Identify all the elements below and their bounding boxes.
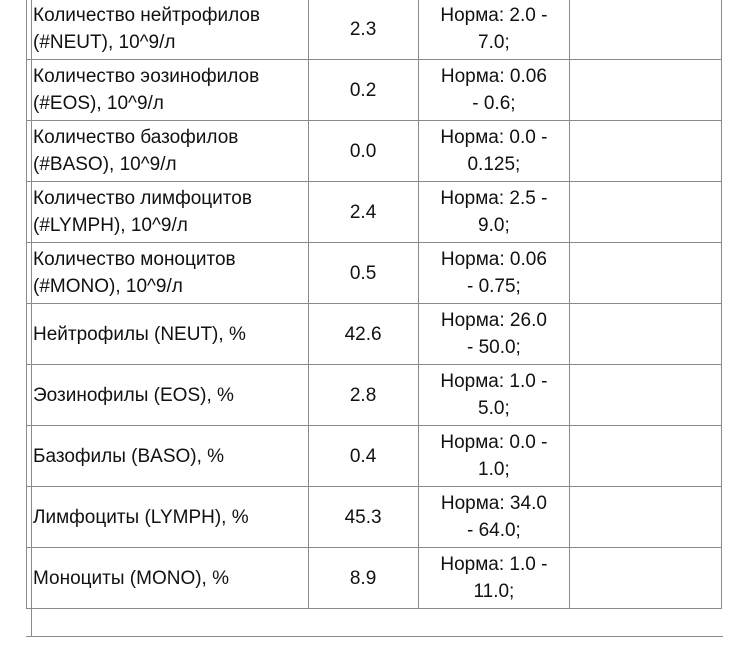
reference-range-line1: Норма: 26.0: [440, 310, 547, 331]
note-cell: [570, 182, 722, 243]
parameter-name-line1: Лимфоциты (LYMPH), %: [33, 506, 249, 528]
reference-range-line1: Норма: 2.5 -: [440, 188, 548, 209]
reference-range-line2: - 50.0;: [466, 337, 521, 358]
reference-range-cell: [419, 304, 571, 365]
reference-range-cell: [419, 365, 571, 426]
result-value: 0.5: [349, 262, 377, 284]
reference-range-line2: 9.0;: [478, 215, 510, 236]
reference-range-cell: [419, 0, 571, 60]
result-value: 0.2: [349, 79, 377, 101]
reference-range-cell: [419, 182, 571, 243]
table-row: [27, 426, 722, 487]
note-cell: [570, 426, 722, 487]
parameter-name-line1: Эозинофилы (EOS), %: [33, 384, 234, 406]
reference-range-line1: Норма: 2.0 -: [440, 5, 548, 26]
parameter-name-cell: [27, 426, 309, 487]
parameter-name-line1: Моноциты (MONO), %: [33, 567, 230, 589]
result-value: 45.3: [344, 506, 382, 528]
parameter-name-line2: (#LYMPH), 10^9/л: [33, 215, 188, 236]
note-cell: [570, 121, 722, 182]
parameter-name-line1: Количество базофилов: [33, 127, 239, 148]
result-value-cell: [309, 60, 419, 121]
result-value: 0.4: [349, 445, 377, 467]
result-value: 8.9: [349, 567, 377, 589]
reference-range-cell: [419, 60, 571, 121]
note-cell: [570, 548, 722, 609]
parameter-name-line1: Количество эозинофилов: [33, 66, 260, 87]
reference-range-cell: [419, 548, 571, 609]
table-row: [27, 548, 722, 609]
results-table-body: [27, 0, 722, 609]
result-value-cell: [309, 304, 419, 365]
table-row: [27, 182, 722, 243]
parameter-name-cell: [27, 182, 309, 243]
result-value-cell: [309, 548, 419, 609]
reference-range-line1: Норма: 0.0 -: [440, 432, 548, 453]
reference-range-line2: 1.0;: [478, 459, 510, 480]
reference-range-cell: [419, 487, 571, 548]
result-value: 2.3: [349, 18, 377, 40]
note-cell: [570, 60, 722, 121]
reference-range-line2: 0.125;: [467, 154, 521, 175]
parameter-name-line1: Базофилы (BASO), %: [33, 445, 225, 467]
reference-range-line1: Норма: 1.0 -: [440, 554, 548, 575]
table-row: [27, 121, 722, 182]
table-row: [27, 365, 722, 426]
reference-range-line1: Норма: 1.0 -: [440, 371, 548, 392]
reference-range-line1: Норма: 0.06: [440, 66, 547, 87]
reference-range-cell: [419, 121, 571, 182]
result-value-cell: [309, 487, 419, 548]
parameter-name-line2: (#MONO), 10^9/л: [33, 276, 183, 297]
result-value-cell: [309, 243, 419, 304]
parameter-name-line1: Количество лимфоцитов: [33, 188, 252, 209]
parameter-name-line2: (#BASO), 10^9/л: [33, 154, 177, 175]
table-row: [27, 60, 722, 121]
parameter-name-cell: [27, 60, 309, 121]
reference-range-line1: Норма: 0.06: [440, 249, 547, 270]
reference-range-line2: 7.0;: [478, 32, 510, 53]
reference-range-line2: - 0.75;: [466, 276, 521, 297]
note-cell: [570, 0, 722, 60]
note-cell: [570, 365, 722, 426]
parameter-name-cell: [27, 365, 309, 426]
table-row: [27, 0, 722, 60]
result-value-cell: [309, 426, 419, 487]
results-table: [26, 0, 722, 609]
parameter-name-cell: [27, 0, 309, 60]
table-bottom-border: [26, 636, 723, 637]
parameter-name-cell: [27, 304, 309, 365]
reference-range-line2: - 0.6;: [472, 93, 516, 114]
parameter-name-line1: Количество моноцитов: [33, 249, 236, 270]
table-row: [27, 304, 722, 365]
note-cell: [570, 304, 722, 365]
reference-range-line1: Норма: 0.0 -: [440, 127, 548, 148]
reference-range-cell: [419, 426, 571, 487]
parameter-name-cell: [27, 548, 309, 609]
parameter-name-cell: [27, 243, 309, 304]
reference-range-line2: 11.0;: [473, 581, 515, 602]
note-cell: [570, 487, 722, 548]
reference-range-cell: [419, 243, 571, 304]
table-row: [27, 487, 722, 548]
parameter-name-line2: (#EOS), 10^9/л: [33, 93, 164, 114]
result-value-cell: [309, 0, 419, 60]
result-value-cell: [309, 182, 419, 243]
parameter-name-line1: Количество нейтрофилов: [33, 5, 261, 26]
reference-range-line1: Норма: 34.0: [440, 493, 547, 514]
reference-range-line2: 5.0;: [478, 398, 510, 419]
parameter-name-cell: [27, 121, 309, 182]
result-value-cell: [309, 365, 419, 426]
parameter-name-line2: (#NEUT), 10^9/л: [33, 32, 176, 53]
result-value: 42.6: [344, 323, 382, 345]
note-cell: [570, 243, 722, 304]
result-value: 2.4: [349, 201, 377, 223]
table-row: [27, 243, 722, 304]
reference-range-line2: - 64.0;: [466, 520, 521, 541]
parameter-name-line1: Нейтрофилы (NEUT), %: [33, 323, 246, 345]
result-value-cell: [309, 121, 419, 182]
result-value: 2.8: [349, 384, 377, 406]
parameter-name-cell: [27, 487, 309, 548]
result-value: 0.0: [349, 140, 377, 162]
